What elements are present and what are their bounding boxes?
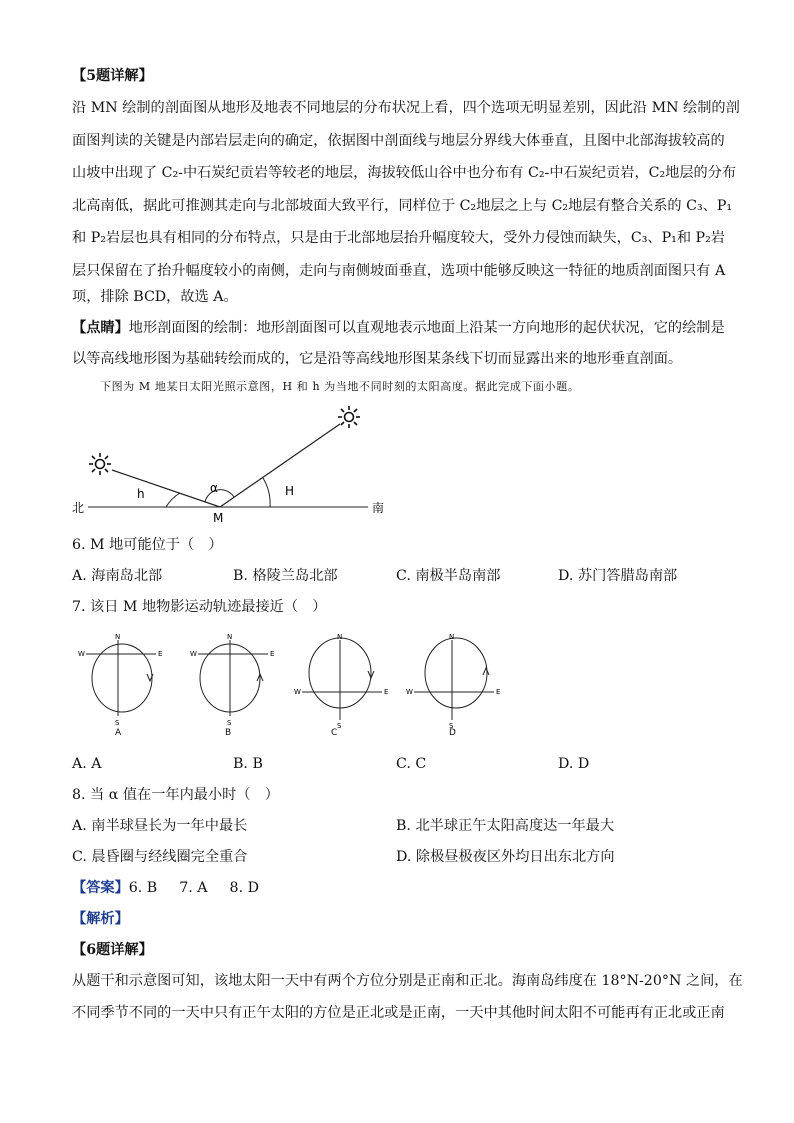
q7-option-d[interactable]: D. D: [558, 756, 590, 772]
svg-text:N: N: [227, 633, 233, 641]
answer-line: [72, 878, 724, 898]
sun-icon-low: [89, 453, 111, 475]
track-figure-c: [294, 633, 388, 730]
low-sun-ray: [112, 470, 220, 507]
tip-text-1: 地形剖面图的绘制：地形剖面图可以直观地表示地面上沿某一方向地形的起伏状况，它的绘制是: [128, 320, 725, 336]
label-h-small: h: [137, 487, 145, 501]
q5-line-6: 层只保留在了抬升幅度较小的南侧，走向与南侧坡面垂直，选项中能够反映这一特征的地质剖面图只有 A: [72, 263, 726, 279]
label-north: 北: [72, 501, 85, 515]
sun-illumination-diagram: [70, 400, 400, 530]
sun-icon-high: [338, 406, 360, 428]
q5-line-4: 北高南低，据此可推测其走向与北部坡面大致平行，同样位于 C₂地层之上与 C₂地层有整合关系的 C₃、P₁: [72, 198, 733, 214]
q6-option-b[interactable]: B. 格陵兰岛北部: [233, 568, 338, 584]
svg-text:N: N: [115, 633, 121, 641]
svg-text:E: E: [384, 688, 389, 696]
q7-option-c[interactable]: C. C: [396, 756, 427, 772]
label-alpha: α: [210, 481, 218, 495]
q6-stem: 6. M 地可能位于（ ）: [72, 537, 223, 553]
track-figure-b: [190, 633, 274, 727]
figure-label-b: B: [225, 728, 232, 738]
svg-text:N: N: [449, 633, 455, 641]
q8-option-c[interactable]: C. 晨昏圈与经线圈完全重合: [72, 849, 248, 865]
svg-text:S: S: [115, 719, 120, 727]
q7-option-b[interactable]: B. B: [233, 756, 263, 772]
q6-line-2: 不同季节不同的一天中只有正午太阳的方位是正北或是正南，一天中其他时间太阳不可能再有正北或正南: [72, 1005, 725, 1021]
svg-text:E: E: [158, 650, 163, 658]
high-sun-ray: [220, 424, 340, 507]
shadow-track-figures: [70, 628, 510, 743]
analysis-label: 【解析】: [72, 911, 129, 927]
q8-option-d[interactable]: D. 除极昼极夜区外均日出东北方向: [396, 849, 615, 865]
label-south: 南: [372, 501, 385, 515]
svg-text:W: W: [294, 688, 301, 696]
label-point-m: M: [213, 511, 224, 525]
q5-heading: 【5题详解】: [72, 68, 153, 84]
q5-line-5: 和 P₂岩层也具有相同的分布特点，只是由于北部地层抬升幅度较大，受外力侵蚀而缺失，C₃、P₁和 P₂岩: [72, 230, 725, 246]
q6-heading: 【6题详解】: [72, 942, 153, 958]
q8-option-b[interactable]: B. 北半球正午太阳高度达一年最大: [396, 818, 615, 834]
q5-line-3: 山坡中出现了 C₂-中石炭纪贡岩等较老的地层，海拔较低山谷中也分布有 C₂-中石炭纪贡岩，C₂地层的分布: [72, 165, 737, 181]
q7-option-a[interactable]: A. A: [72, 756, 102, 772]
svg-text:W: W: [78, 650, 85, 658]
svg-text:S: S: [337, 722, 342, 730]
answer-6: 6. B: [128, 880, 158, 896]
tip-line-1: [72, 318, 724, 338]
svg-text:S: S: [449, 722, 454, 730]
q6-option-a[interactable]: A. 海南岛北部: [72, 568, 163, 584]
svg-text:W: W: [406, 688, 413, 696]
angle-h-arc: [166, 493, 180, 507]
svg-text:E: E: [270, 650, 275, 658]
figure-label-a: A: [115, 728, 122, 738]
figure-label-c: C: [331, 728, 338, 738]
svg-text:E: E: [496, 688, 501, 696]
figure-caption: 下图为 M 地某日太阳光照示意图，H 和 h 为当地不同时刻的太阳高度。据此完成下面小题。: [100, 380, 580, 393]
figure-label-d: D: [449, 728, 456, 738]
label-h-big: H: [285, 484, 295, 498]
q5-line-2: 面图判读的关键是内部岩层走向的确定，依据图中剖面线与地层分界线大体垂直，且图中北部海拔较高的: [72, 133, 725, 149]
track-figure-a: [78, 633, 162, 727]
svg-text:W: W: [190, 650, 197, 658]
answer-label: 【答案】: [72, 880, 129, 896]
tip-label: 【点睛】: [72, 320, 129, 336]
q6-option-d[interactable]: D. 苏门答腊岛南部: [558, 568, 678, 584]
svg-text:N: N: [337, 633, 343, 641]
q5-line-1: 沿 MN 绘制的剖面图从地形及地表不同地层的分布状况上看，四个选项无明显差别，因此沿 MN 绘制的剖: [72, 100, 740, 116]
answer-7: 7. A: [179, 880, 208, 896]
q8-option-a[interactable]: A. 南半球昼长为一年中最长: [72, 818, 248, 834]
svg-text:S: S: [227, 719, 232, 727]
q8-stem: 8. 当 α 值在一年内最小时（ ）: [72, 787, 279, 803]
q6-option-c[interactable]: C. 南极半岛南部: [396, 568, 501, 584]
answer-8: 8. D: [229, 880, 259, 896]
q7-stem: 7. 该日 M 地物影运动轨迹最接近（ ）: [72, 599, 327, 615]
track-figure-d: [406, 633, 500, 730]
tip-line-2: 以等高线地形图为基础转绘而成的，它是沿等高线地形图某条线下切而显露出来的地形垂直剖面。: [72, 351, 683, 367]
q5-line-7: 项，排除 BCD，故选 A。: [72, 289, 238, 305]
q6-line-1: 从题干和示意图可知，该地太阳一天中有两个方位分别是正南和正北。海南岛纬度在 18°N-20°N 之间，在: [72, 973, 743, 989]
angle-big-h-arc: [263, 478, 270, 507]
